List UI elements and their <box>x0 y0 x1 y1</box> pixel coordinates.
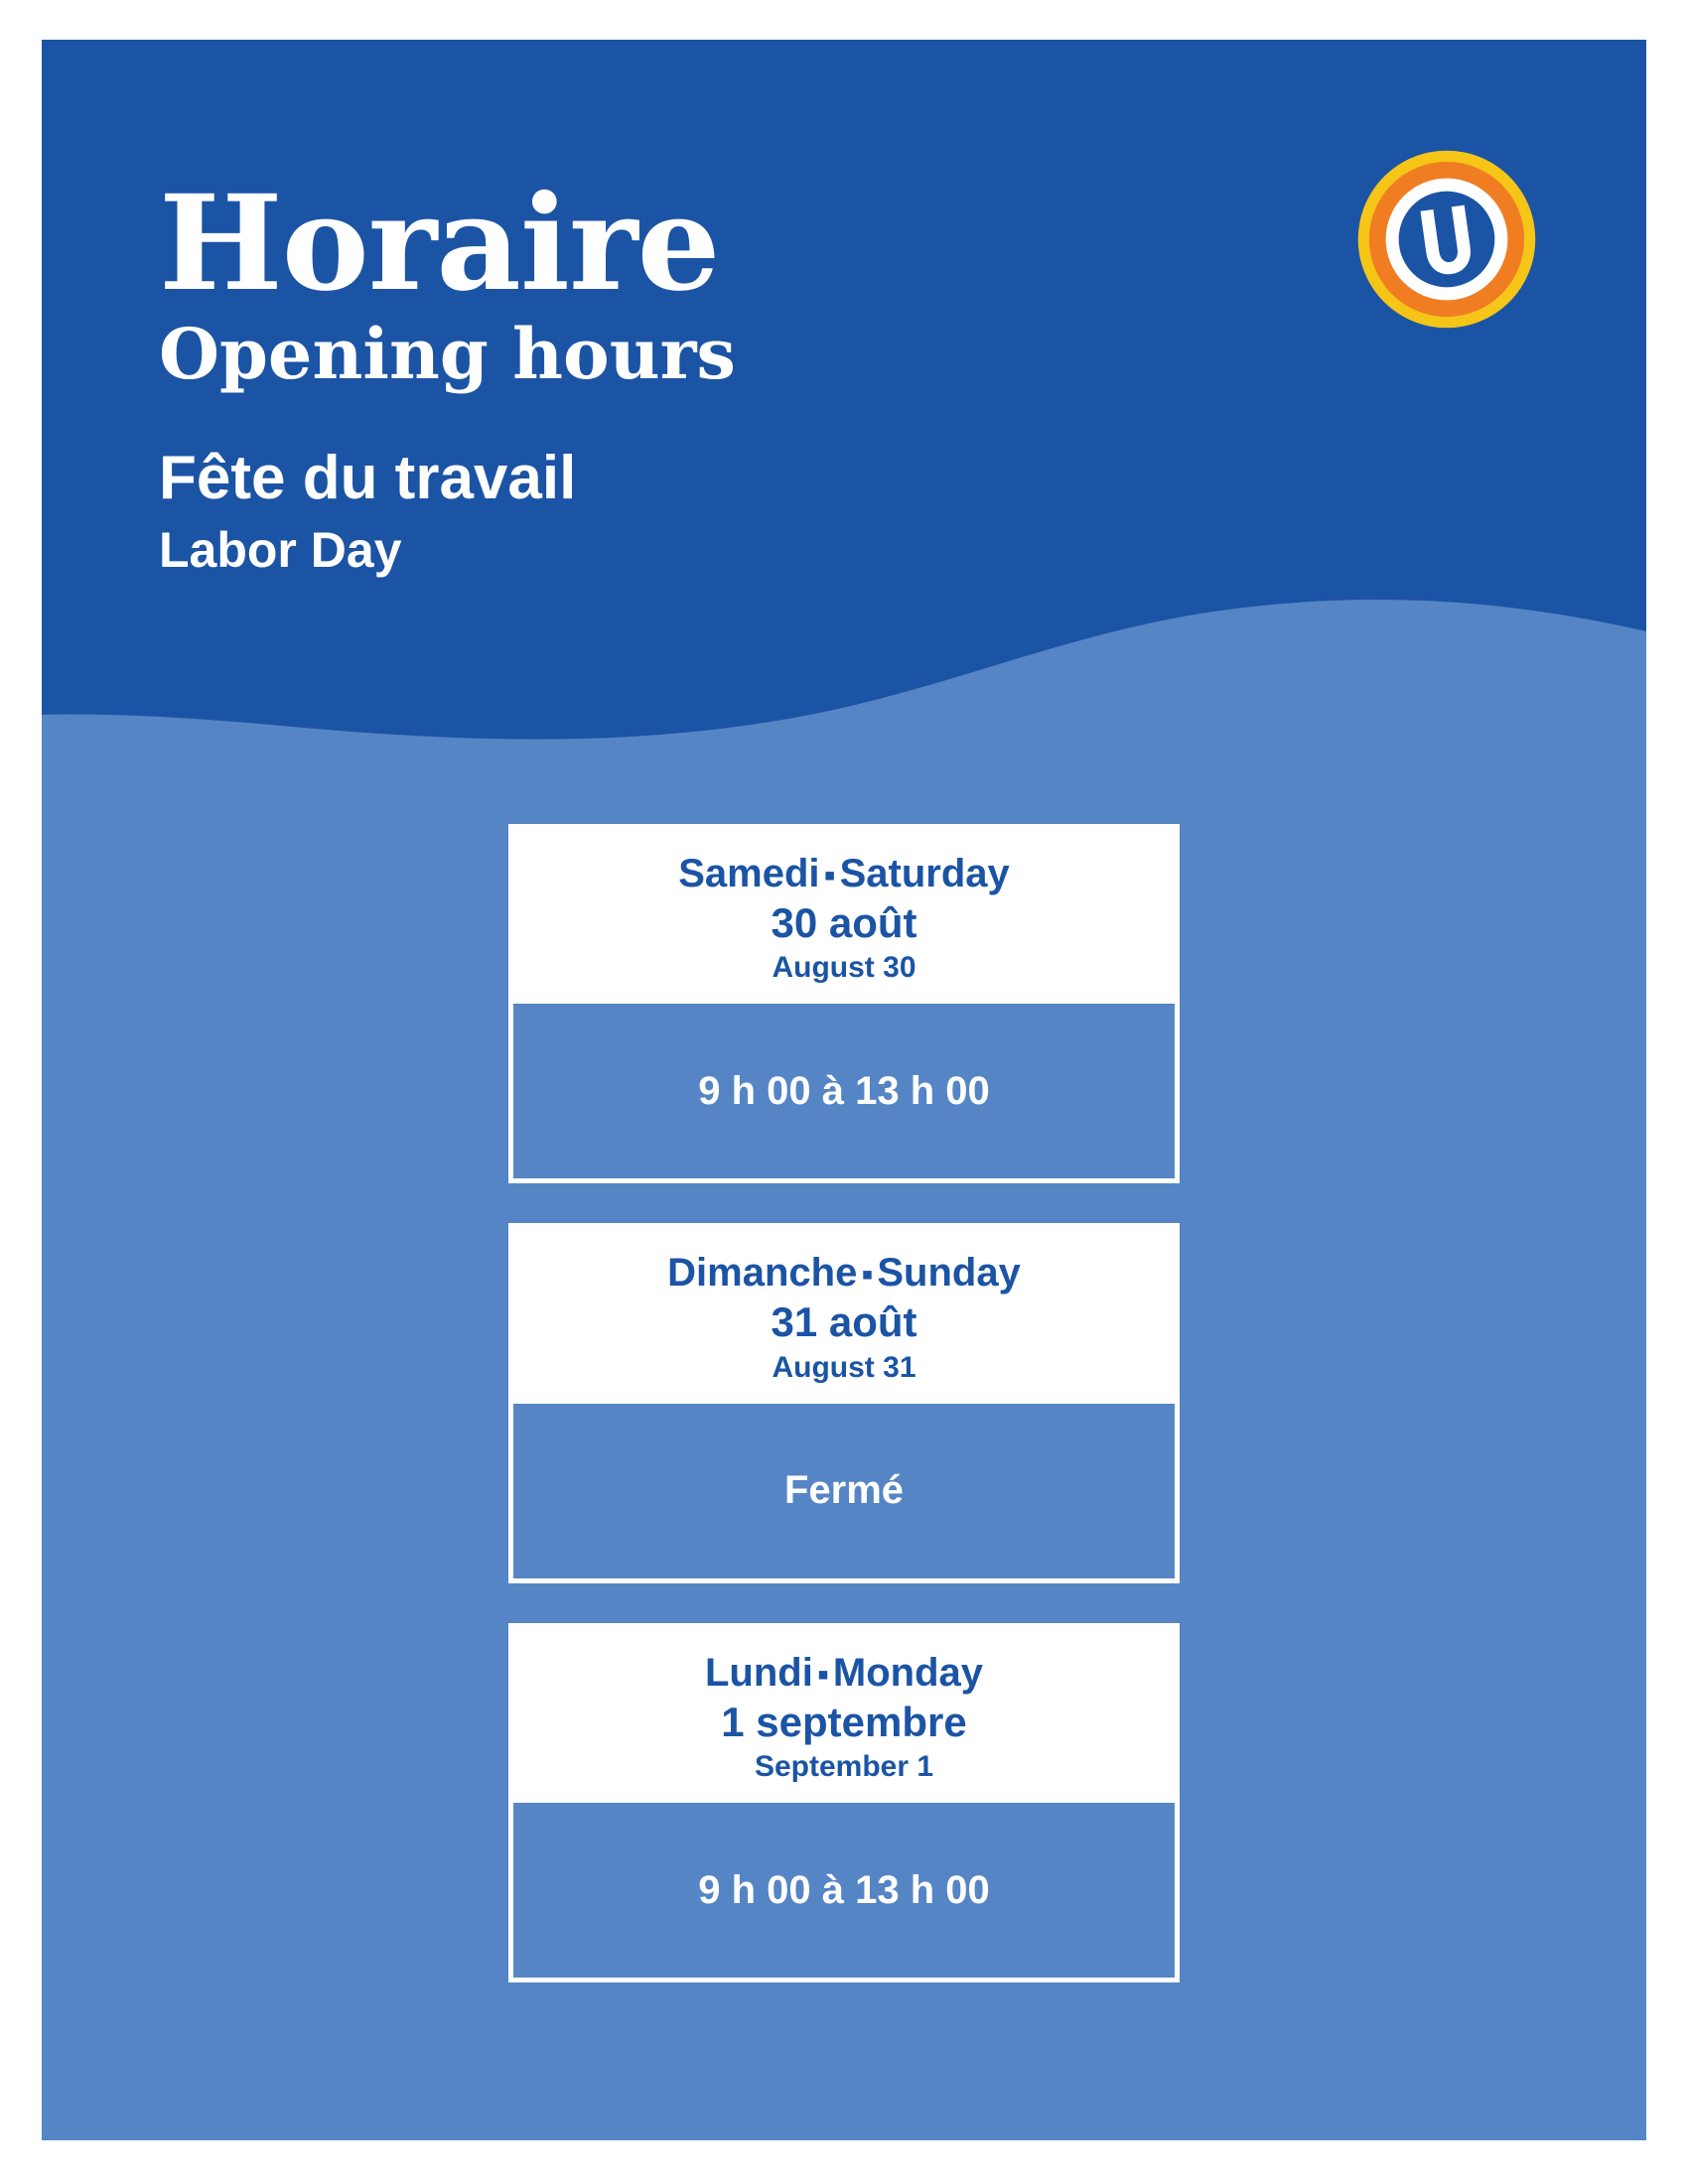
date-label-french: 1 septembre <box>721 1698 967 1745</box>
date-label-french: 31 août <box>771 1298 917 1346</box>
schedule-card-hours: 9 h 00 à 13 h 00 <box>513 1004 1175 1178</box>
day-label-french: Samedi <box>678 852 820 895</box>
schedule-card <box>508 824 1180 1183</box>
date-label-english: August 30 <box>772 951 916 985</box>
schedule-card-hours: 9 h 00 à 13 h 00 <box>513 1803 1175 1978</box>
schedule-card-dayline <box>531 1650 1157 1696</box>
day-label-english: Monday <box>832 1650 984 1695</box>
day-label-english: Sunday <box>877 1251 1021 1296</box>
schedule-card-hours: Fermé <box>513 1404 1175 1578</box>
poster-canvas <box>42 40 1646 2140</box>
date-label-english: August 31 <box>772 1350 916 1384</box>
header-text-block <box>159 167 736 578</box>
separator-dot-icon: ▪ <box>816 1655 829 1694</box>
schedule-card <box>508 1623 1180 1982</box>
schedule-card-dayline <box>531 1250 1157 1296</box>
page-title-english: Opening hours <box>159 313 736 395</box>
event-name-french: Fête du travail <box>159 444 577 513</box>
date-label-french: 30 août <box>771 899 917 946</box>
day-label-french: Lundi <box>704 1650 813 1695</box>
date-label-english: September 1 <box>754 1750 934 1784</box>
schedule-card-header <box>513 829 1175 1004</box>
separator-dot-icon: ▪ <box>823 856 836 894</box>
schedule-card-header <box>513 1628 1175 1803</box>
event-name-english: Labor Day <box>159 521 402 578</box>
schedule-card-dayline <box>531 851 1157 896</box>
day-label-english: Saturday <box>839 852 1010 895</box>
schedule-card-header <box>513 1228 1175 1403</box>
separator-dot-icon: ▪ <box>861 1256 874 1295</box>
schedule-card-list <box>508 824 1180 1982</box>
day-label-french: Dimanche <box>667 1251 858 1296</box>
schedule-card <box>508 1223 1180 1582</box>
page-title: Horaire <box>159 167 720 321</box>
logo <box>1354 147 1539 332</box>
